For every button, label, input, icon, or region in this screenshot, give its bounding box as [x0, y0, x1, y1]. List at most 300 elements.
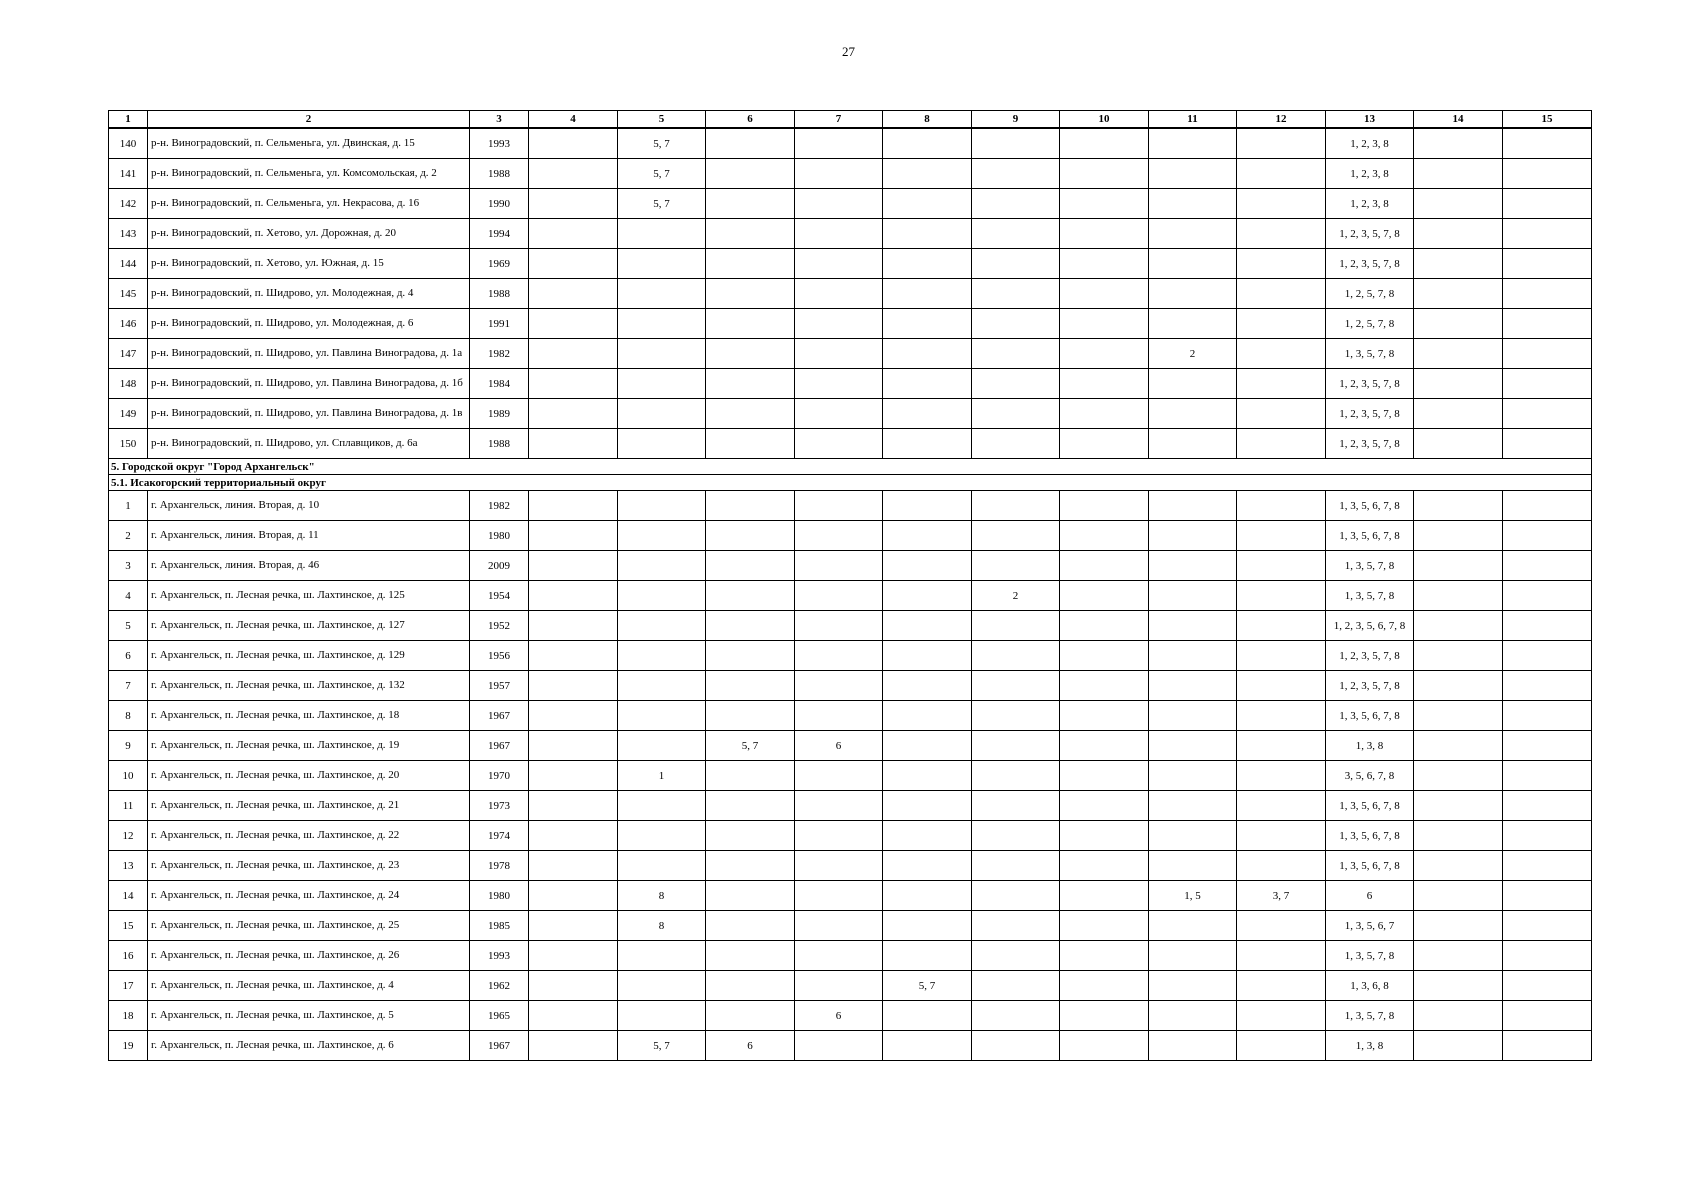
table-cell-col-5	[618, 971, 706, 1001]
table-cell-col-9	[972, 611, 1060, 641]
table-cell-col-11	[1149, 641, 1237, 671]
table-cell-col-6	[706, 551, 795, 581]
table-cell-col-14	[1414, 128, 1503, 159]
table-cell-col-9	[972, 521, 1060, 551]
table-cell-col-12	[1237, 581, 1326, 611]
table-cell-col-13: 1, 3, 5, 6, 7	[1326, 911, 1414, 941]
table-cell-col-4	[529, 791, 618, 821]
table-cell-col-13: 1, 3, 5, 6, 7, 8	[1326, 791, 1414, 821]
row-number-cell: 145	[109, 279, 148, 309]
table-cell-col-8	[883, 429, 972, 459]
address-cell: г. Архангельск, п. Лесная речка, ш. Лахтинское, д. 4	[148, 971, 470, 1001]
table-cell-col-13: 1, 2, 3, 5, 6, 7, 8	[1326, 611, 1414, 641]
table-cell-col-13: 1, 3, 5, 6, 7, 8	[1326, 851, 1414, 881]
table-cell-col-14	[1414, 369, 1503, 399]
table-cell-col-4	[529, 399, 618, 429]
year-cell: 1962	[470, 971, 529, 1001]
table-cell-col-5: 5, 7	[618, 189, 706, 219]
table-cell-col-12	[1237, 128, 1326, 159]
table-cell-col-14	[1414, 551, 1503, 581]
table-cell-col-6	[706, 309, 795, 339]
table-cell-col-10	[1060, 911, 1149, 941]
table-cell-col-5	[618, 671, 706, 701]
row-number-cell: 5	[109, 611, 148, 641]
housing-register-table	[108, 110, 1592, 1061]
table-header	[109, 111, 1592, 129]
table-cell-col-12: 3, 7	[1237, 881, 1326, 911]
column-header-11: 11	[1149, 111, 1237, 129]
row-number-cell: 16	[109, 941, 148, 971]
table-cell-col-9	[972, 491, 1060, 521]
table-cell-col-4	[529, 279, 618, 309]
table-cell-col-12	[1237, 1001, 1326, 1031]
table-cell-col-15	[1503, 1031, 1592, 1061]
table-cell-col-11	[1149, 369, 1237, 399]
table-cell-col-13: 1, 3, 5, 6, 7, 8	[1326, 821, 1414, 851]
table-cell-col-6	[706, 581, 795, 611]
address-cell: г. Архангельск, п. Лесная речка, ш. Лахтинское, д. 18	[148, 701, 470, 731]
table-cell-col-15	[1503, 971, 1592, 1001]
table-cell-col-15	[1503, 761, 1592, 791]
address-cell: р-н. Виноградовский, п. Хетово, ул. Южная, д. 15	[148, 249, 470, 279]
row-number-cell: 18	[109, 1001, 148, 1031]
year-cell: 1954	[470, 581, 529, 611]
table-row	[109, 1031, 1592, 1061]
table-cell-col-7	[795, 521, 883, 551]
table-cell-col-6	[706, 279, 795, 309]
table-cell-col-11	[1149, 941, 1237, 971]
table-cell-col-14	[1414, 399, 1503, 429]
table-cell-col-7	[795, 701, 883, 731]
row-number-cell: 10	[109, 761, 148, 791]
row-number-cell: 15	[109, 911, 148, 941]
year-cell: 1982	[470, 339, 529, 369]
table-row	[109, 581, 1592, 611]
year-cell: 1970	[470, 761, 529, 791]
address-cell: г. Архангельск, п. Лесная речка, ш. Лахтинское, д. 6	[148, 1031, 470, 1061]
table-cell-col-14	[1414, 611, 1503, 641]
table-cell-col-5	[618, 821, 706, 851]
table-cell-col-10	[1060, 791, 1149, 821]
table-cell-col-4	[529, 249, 618, 279]
table-cell-col-5	[618, 491, 706, 521]
table-cell-col-5	[618, 309, 706, 339]
year-cell: 1957	[470, 671, 529, 701]
address-cell: г. Архангельск, п. Лесная речка, ш. Лахтинское, д. 22	[148, 821, 470, 851]
table-cell-col-5	[618, 941, 706, 971]
table-cell-col-11	[1149, 1001, 1237, 1031]
table-cell-col-14	[1414, 671, 1503, 701]
table-cell-col-4	[529, 1001, 618, 1031]
table-cell-col-11	[1149, 791, 1237, 821]
table-cell-col-15	[1503, 279, 1592, 309]
address-cell: г. Архангельск, п. Лесная речка, ш. Лахтинское, д. 132	[148, 671, 470, 701]
address-cell: г. Архангельск, линия. Вторая, д. 10	[148, 491, 470, 521]
table-cell-col-10	[1060, 671, 1149, 701]
table-cell-col-7	[795, 941, 883, 971]
table-cell-col-9	[972, 429, 1060, 459]
address-cell: г. Архангельск, п. Лесная речка, ш. Лахтинское, д. 127	[148, 611, 470, 641]
table-cell-col-9	[972, 159, 1060, 189]
table-cell-col-8: 5, 7	[883, 971, 972, 1001]
address-cell: г. Архангельск, п. Лесная речка, ш. Лахтинское, д. 25	[148, 911, 470, 941]
year-cell: 1988	[470, 429, 529, 459]
table-cell-col-7	[795, 491, 883, 521]
table-cell-col-12	[1237, 941, 1326, 971]
year-cell: 1967	[470, 701, 529, 731]
table-cell-col-13: 1, 3, 8	[1326, 731, 1414, 761]
table-cell-col-12	[1237, 701, 1326, 731]
year-cell: 1967	[470, 731, 529, 761]
table-cell-col-13: 1, 3, 8	[1326, 1031, 1414, 1061]
table-cell-col-14	[1414, 791, 1503, 821]
table-cell-col-8	[883, 249, 972, 279]
table-cell-col-4	[529, 671, 618, 701]
table-cell-col-11	[1149, 429, 1237, 459]
address-cell: г. Архангельск, п. Лесная речка, ш. Лахтинское, д. 24	[148, 881, 470, 911]
table-row	[109, 429, 1592, 459]
table-cell-col-11	[1149, 159, 1237, 189]
table-cell-col-6	[706, 521, 795, 551]
table-cell-col-15	[1503, 941, 1592, 971]
table-cell-col-15	[1503, 249, 1592, 279]
column-header-5: 5	[618, 111, 706, 129]
table-row	[109, 701, 1592, 731]
address-cell: г. Архангельск, п. Лесная речка, ш. Лахтинское, д. 129	[148, 641, 470, 671]
table-cell-col-14	[1414, 1031, 1503, 1061]
table-cell-col-4	[529, 521, 618, 551]
table-cell-col-12	[1237, 279, 1326, 309]
table-cell-col-10	[1060, 219, 1149, 249]
table-row	[109, 309, 1592, 339]
table-cell-col-4	[529, 491, 618, 521]
table-cell-col-8	[883, 701, 972, 731]
table-cell-col-15	[1503, 521, 1592, 551]
table-cell-col-6	[706, 189, 795, 219]
table-cell-col-10	[1060, 491, 1149, 521]
table-cell-col-12	[1237, 761, 1326, 791]
table-cell-col-14	[1414, 641, 1503, 671]
column-header-14: 14	[1414, 111, 1503, 129]
table-cell-col-5: 5, 7	[618, 1031, 706, 1061]
table-cell-col-10	[1060, 761, 1149, 791]
table-cell-col-14	[1414, 731, 1503, 761]
table-cell-col-15	[1503, 339, 1592, 369]
table-cell-col-7: 6	[795, 1001, 883, 1031]
column-header-12: 12	[1237, 111, 1326, 129]
table-cell-col-15	[1503, 429, 1592, 459]
table-cell-col-11	[1149, 821, 1237, 851]
row-number-cell: 149	[109, 399, 148, 429]
table-cell-col-8	[883, 671, 972, 701]
table-cell-col-4	[529, 941, 618, 971]
table-cell-col-11	[1149, 731, 1237, 761]
table-cell-col-14	[1414, 581, 1503, 611]
table-cell-col-8	[883, 611, 972, 641]
table-cell-col-7	[795, 399, 883, 429]
table-cell-col-8	[883, 491, 972, 521]
column-header-15: 15	[1503, 111, 1592, 129]
table-cell-col-14	[1414, 309, 1503, 339]
table-cell-col-13: 1, 3, 5, 6, 7, 8	[1326, 491, 1414, 521]
column-header-6: 6	[706, 111, 795, 129]
year-cell: 1988	[470, 159, 529, 189]
table-row	[109, 279, 1592, 309]
table-cell-col-5	[618, 551, 706, 581]
table-cell-col-15	[1503, 159, 1592, 189]
header-row	[109, 111, 1592, 129]
table-cell-col-10	[1060, 881, 1149, 911]
year-cell: 1967	[470, 1031, 529, 1061]
table-cell-col-8	[883, 791, 972, 821]
table-cell-col-5	[618, 279, 706, 309]
table-cell-col-7	[795, 189, 883, 219]
table-cell-col-5	[618, 219, 706, 249]
table-cell-col-11	[1149, 249, 1237, 279]
table-cell-col-13: 1, 3, 5, 7, 8	[1326, 581, 1414, 611]
year-cell: 2009	[470, 551, 529, 581]
row-number-cell: 6	[109, 641, 148, 671]
table-cell-col-8	[883, 189, 972, 219]
table-cell-col-9	[972, 941, 1060, 971]
table-cell-col-4	[529, 911, 618, 941]
table-cell-col-14	[1414, 911, 1503, 941]
table-cell-col-10	[1060, 821, 1149, 851]
table-cell-col-8	[883, 279, 972, 309]
table-cell-col-15	[1503, 731, 1592, 761]
table-cell-col-12	[1237, 851, 1326, 881]
row-number-cell: 140	[109, 128, 148, 159]
column-header-13: 13	[1326, 111, 1414, 129]
table-cell-col-6	[706, 911, 795, 941]
table-row	[109, 941, 1592, 971]
table-cell-col-10	[1060, 551, 1149, 581]
table-cell-col-13: 1, 3, 5, 7, 8	[1326, 551, 1414, 581]
table-cell-col-7	[795, 641, 883, 671]
row-number-cell: 19	[109, 1031, 148, 1061]
table-cell-col-7	[795, 761, 883, 791]
table-row	[109, 339, 1592, 369]
table-cell-col-9	[972, 761, 1060, 791]
address-cell: р-н. Виноградовский, п. Шидрово, ул. Павлина Виноградова, д. 1а	[148, 339, 470, 369]
table-cell-col-8	[883, 128, 972, 159]
table-cell-col-12	[1237, 551, 1326, 581]
table-cell-col-4	[529, 701, 618, 731]
table-cell-col-11	[1149, 219, 1237, 249]
table-cell-col-15	[1503, 369, 1592, 399]
row-number-cell: 11	[109, 791, 148, 821]
table-cell-col-10	[1060, 1001, 1149, 1031]
table-cell-col-12	[1237, 791, 1326, 821]
table-cell-col-8	[883, 219, 972, 249]
table-cell-col-5	[618, 611, 706, 641]
table-cell-col-5: 8	[618, 911, 706, 941]
table-cell-col-14	[1414, 491, 1503, 521]
table-cell-col-14	[1414, 189, 1503, 219]
table-cell-col-14	[1414, 761, 1503, 791]
column-header-2: 2	[148, 111, 470, 129]
section-heading-row	[109, 475, 1592, 491]
table-row	[109, 128, 1592, 159]
table-cell-col-9	[972, 339, 1060, 369]
address-cell: г. Архангельск, линия. Вторая, д. 46	[148, 551, 470, 581]
table-cell-col-9	[972, 128, 1060, 159]
table-cell-col-12	[1237, 641, 1326, 671]
table-cell-col-7	[795, 611, 883, 641]
table-cell-col-13: 1, 3, 5, 6, 7, 8	[1326, 701, 1414, 731]
table-cell-col-9	[972, 279, 1060, 309]
table-cell-col-10	[1060, 309, 1149, 339]
table-cell-col-7	[795, 219, 883, 249]
section-heading: 5.1. Исакогорский территориальный округ	[109, 475, 1592, 491]
table-cell-col-12	[1237, 249, 1326, 279]
table-cell-col-12	[1237, 971, 1326, 1001]
row-number-cell: 9	[109, 731, 148, 761]
row-number-cell: 17	[109, 971, 148, 1001]
address-cell: р-н. Виноградовский, п. Хетово, ул. Дорожная, д. 20	[148, 219, 470, 249]
table-cell-col-10	[1060, 641, 1149, 671]
table-cell-col-4	[529, 339, 618, 369]
table-cell-col-15	[1503, 581, 1592, 611]
table-cell-col-8	[883, 309, 972, 339]
table-cell-col-8	[883, 881, 972, 911]
address-cell: р-н. Виноградовский, п. Шидрово, ул. Павлина Виноградова, д. 1б	[148, 369, 470, 399]
table-cell-col-13: 1, 3, 5, 7, 8	[1326, 941, 1414, 971]
table-cell-col-9	[972, 219, 1060, 249]
table-cell-col-4	[529, 189, 618, 219]
table-cell-col-15	[1503, 491, 1592, 521]
table-cell-col-5	[618, 791, 706, 821]
table-cell-col-13: 1, 2, 3, 8	[1326, 189, 1414, 219]
table-cell-col-13: 1, 2, 3, 5, 7, 8	[1326, 671, 1414, 701]
table-cell-col-5	[618, 369, 706, 399]
table-cell-col-14	[1414, 249, 1503, 279]
table-cell-col-4	[529, 641, 618, 671]
section-heading-row	[109, 459, 1592, 475]
table-row	[109, 521, 1592, 551]
year-cell: 1969	[470, 249, 529, 279]
table-cell-col-11	[1149, 911, 1237, 941]
year-cell: 1974	[470, 821, 529, 851]
table-cell-col-5	[618, 581, 706, 611]
table-cell-col-10	[1060, 701, 1149, 731]
table-cell-col-6: 5, 7	[706, 731, 795, 761]
table-cell-col-6	[706, 671, 795, 701]
table-cell-col-7	[795, 581, 883, 611]
table-cell-col-8	[883, 761, 972, 791]
table-cell-col-12	[1237, 911, 1326, 941]
row-number-cell: 150	[109, 429, 148, 459]
table-cell-col-5	[618, 851, 706, 881]
table-cell-col-8	[883, 521, 972, 551]
table-cell-col-9	[972, 851, 1060, 881]
table-cell-col-9	[972, 249, 1060, 279]
table-body	[109, 128, 1592, 1061]
table-cell-col-14	[1414, 159, 1503, 189]
table-cell-col-15	[1503, 851, 1592, 881]
address-cell: г. Архангельск, п. Лесная речка, ш. Лахтинское, д. 26	[148, 941, 470, 971]
table-cell-col-7: 6	[795, 731, 883, 761]
address-cell: р-н. Виноградовский, п. Сельменьга, ул. Комсомольская, д. 2	[148, 159, 470, 189]
table-cell-col-6	[706, 429, 795, 459]
address-cell: г. Архангельск, п. Лесная речка, ш. Лахтинское, д. 125	[148, 581, 470, 611]
table-cell-col-11	[1149, 851, 1237, 881]
table-cell-col-7	[795, 279, 883, 309]
row-number-cell: 4	[109, 581, 148, 611]
table-cell-col-13: 6	[1326, 881, 1414, 911]
table-cell-col-6	[706, 701, 795, 731]
table-cell-col-12	[1237, 611, 1326, 641]
table-cell-col-4	[529, 821, 618, 851]
table-cell-col-14	[1414, 881, 1503, 911]
table-cell-col-5	[618, 339, 706, 369]
table-cell-col-10	[1060, 521, 1149, 551]
table-cell-col-4	[529, 611, 618, 641]
table-cell-col-5: 5, 7	[618, 159, 706, 189]
table-cell-col-7	[795, 851, 883, 881]
table-cell-col-15	[1503, 551, 1592, 581]
table-row	[109, 551, 1592, 581]
table-cell-col-12	[1237, 339, 1326, 369]
table-cell-col-12	[1237, 219, 1326, 249]
table-cell-col-11	[1149, 761, 1237, 791]
table-cell-col-11	[1149, 671, 1237, 701]
table-cell-col-9: 2	[972, 581, 1060, 611]
page-number: 27	[842, 44, 855, 59]
table-cell-col-11	[1149, 701, 1237, 731]
table-cell-col-4	[529, 731, 618, 761]
table-cell-col-14	[1414, 279, 1503, 309]
table-cell-col-6	[706, 881, 795, 911]
address-cell: р-н. Виноградовский, п. Сельменьга, ул. Двинская, д. 15	[148, 128, 470, 159]
table-cell-col-9	[972, 971, 1060, 1001]
table-cell-col-8	[883, 911, 972, 941]
table-cell-col-10	[1060, 189, 1149, 219]
table-row	[109, 881, 1592, 911]
table-cell-col-6	[706, 159, 795, 189]
table-cell-col-8	[883, 159, 972, 189]
year-cell: 1988	[470, 279, 529, 309]
table-cell-col-5	[618, 521, 706, 551]
row-number-cell: 1	[109, 491, 148, 521]
year-cell: 1991	[470, 309, 529, 339]
table-cell-col-13: 1, 2, 5, 7, 8	[1326, 279, 1414, 309]
address-cell: р-н. Виноградовский, п. Сельменьга, ул. Некрасова, д. 16	[148, 189, 470, 219]
table-cell-col-12	[1237, 671, 1326, 701]
row-number-cell: 141	[109, 159, 148, 189]
table-cell-col-7	[795, 309, 883, 339]
table-cell-col-15	[1503, 881, 1592, 911]
address-cell: г. Архангельск, п. Лесная речка, ш. Лахтинское, д. 19	[148, 731, 470, 761]
table-cell-col-7	[795, 339, 883, 369]
table-cell-col-15	[1503, 641, 1592, 671]
table-cell-col-15	[1503, 701, 1592, 731]
row-number-cell: 143	[109, 219, 148, 249]
table-cell-col-14	[1414, 339, 1503, 369]
table-cell-col-4	[529, 128, 618, 159]
table-cell-col-6	[706, 128, 795, 159]
table-cell-col-6	[706, 369, 795, 399]
table-row	[109, 731, 1592, 761]
column-header-1: 1	[109, 111, 148, 129]
row-number-cell: 8	[109, 701, 148, 731]
table-cell-col-7	[795, 249, 883, 279]
table-cell-col-4	[529, 1031, 618, 1061]
table-cell-col-11	[1149, 491, 1237, 521]
table-cell-col-10	[1060, 611, 1149, 641]
table-cell-col-7	[795, 791, 883, 821]
table-cell-col-9	[972, 881, 1060, 911]
